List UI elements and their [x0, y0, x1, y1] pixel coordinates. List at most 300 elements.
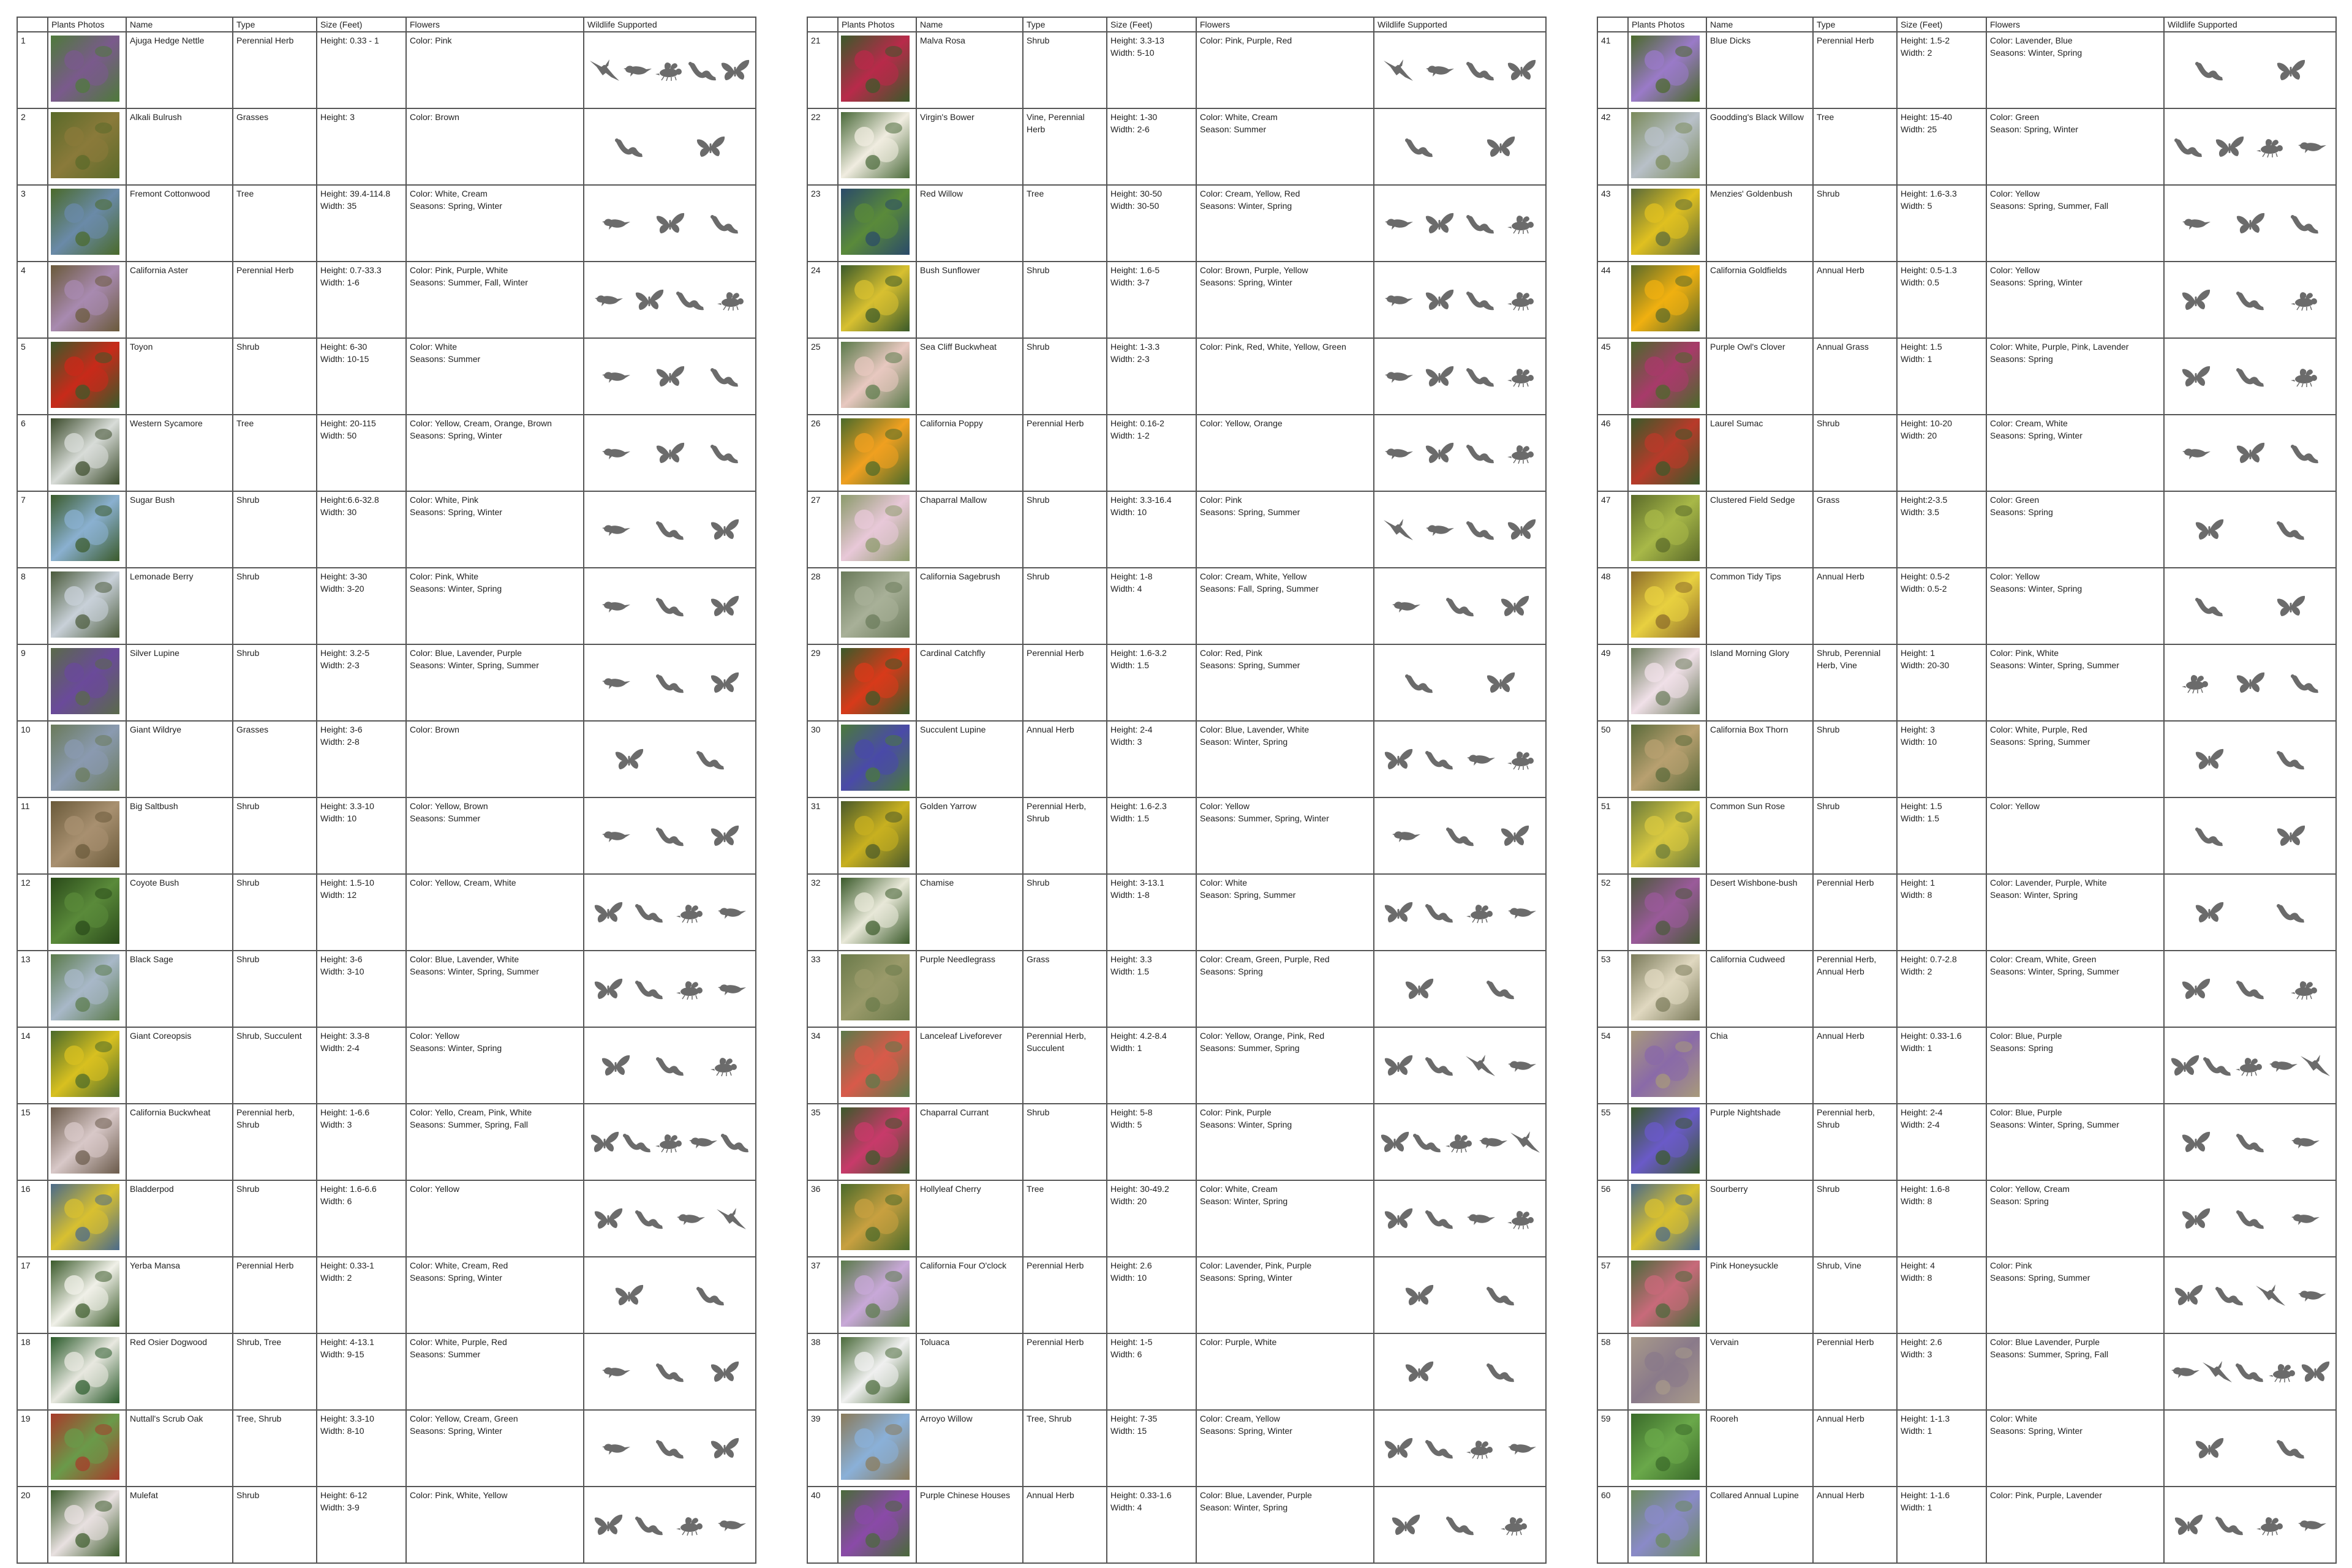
- caterpillar-icon: [687, 58, 718, 83]
- table-row: [1597, 32, 2336, 108]
- table-row: [17, 108, 756, 185]
- plant-flowers: [1196, 1180, 1374, 1257]
- flowers-line: Color: Yellow, Cream, Green: [410, 1414, 518, 1423]
- plant-size: [317, 415, 406, 491]
- flowers-line: Color: Brown, Purple, Yellow: [1200, 265, 1308, 275]
- flowers-line: Seasons: Spring, Winter: [410, 431, 502, 440]
- flowers-line: Seasons: Spring, Summer: [1200, 507, 1300, 517]
- size-line: Width: 1.5: [1110, 967, 1150, 976]
- wildlife-supported: [1374, 415, 1546, 491]
- wildlife-supported: [584, 874, 756, 951]
- plant-photo: [1631, 342, 1700, 408]
- plant-table: [807, 17, 1547, 1564]
- size-line: Height: 3-30: [320, 571, 368, 581]
- plant-photo: [51, 1261, 119, 1327]
- wildlife-supported: [2164, 1104, 2336, 1180]
- plant-photo-cell: [838, 951, 916, 1027]
- table-row: [17, 1410, 756, 1487]
- plant-photo-cell: [1628, 185, 1706, 262]
- plant-flowers: [1196, 951, 1374, 1027]
- plant-type: Shrub: [1023, 32, 1107, 108]
- wildlife-supported: [1374, 721, 1546, 797]
- plant-size: [1897, 1027, 1986, 1104]
- bee-icon: [1506, 441, 1537, 466]
- caterpillar-icon: [2235, 1130, 2266, 1155]
- plant-flowers: [1196, 415, 1374, 491]
- plant-flowers: [1196, 185, 1374, 262]
- bird-icon: [600, 1436, 631, 1461]
- plant-type: Annual Herb: [1813, 1027, 1897, 1104]
- size-line: Height: 2-4: [1901, 1107, 1943, 1117]
- flowers-line: Seasons: Spring, Winter: [410, 507, 502, 517]
- flowers-line: Seasons: Spring, Winter: [1990, 431, 2082, 440]
- flowers-line: Color: Yellow: [1990, 265, 2040, 275]
- bird-icon: [1390, 824, 1421, 848]
- caterpillar-icon: [2235, 288, 2266, 312]
- wildlife-supported: [2164, 1180, 2336, 1257]
- table-row: [807, 185, 1546, 262]
- plant-flowers: [1196, 1333, 1374, 1410]
- table-row: [1597, 108, 2336, 185]
- table-row: [1597, 644, 2336, 721]
- plant-size: [1897, 1333, 1986, 1410]
- size-line: Width: 20: [1901, 431, 1937, 440]
- plant-photo: [51, 571, 119, 638]
- size-line: Width: 20: [1110, 1196, 1147, 1206]
- plant-size: [317, 1180, 406, 1257]
- butterfly-icon: [2300, 1360, 2331, 1384]
- header-wildlife: Wildlife Supported: [584, 17, 756, 32]
- table-row: [807, 568, 1546, 644]
- caterpillar-icon: [1424, 747, 1455, 772]
- butterfly-icon: [709, 671, 740, 695]
- plant-photo: [1631, 1184, 1700, 1250]
- plant-name: Ajuga Hedge Nettle: [126, 32, 233, 108]
- plant-number: 33: [807, 951, 838, 1027]
- flowers-line: Color: Brown: [410, 725, 459, 734]
- plant-photo: [1631, 418, 1700, 484]
- header-photos: Plants Photos: [48, 17, 126, 32]
- plant-photo: [51, 801, 119, 867]
- plant-size: [317, 185, 406, 262]
- flowers-line: Seasons: Spring, Summer: [1990, 737, 2090, 747]
- caterpillar-icon: [655, 594, 685, 619]
- plant-photo-cell: [48, 1333, 126, 1410]
- plant-flowers: [406, 1487, 584, 1563]
- plant-size: [317, 32, 406, 108]
- wildlife-supported: [1374, 108, 1546, 185]
- plant-flowers: [1196, 338, 1374, 415]
- flowers-line: Color: Lavender, Pink, Purple: [1200, 1261, 1312, 1270]
- plant-photo: [1631, 112, 1700, 178]
- plant-name: Sugar Bush: [126, 491, 233, 568]
- plant-number: 34: [807, 1027, 838, 1104]
- plant-size: [1107, 1027, 1196, 1104]
- butterfly-icon: [709, 1360, 740, 1384]
- plant-flowers: [1196, 262, 1374, 338]
- plant-size: [1897, 644, 1986, 721]
- plant-number: 26: [807, 415, 838, 491]
- plant-type: Tree: [233, 185, 317, 262]
- plant-name: California Poppy: [916, 415, 1023, 491]
- flowers-line: Color: Green: [1990, 495, 2040, 505]
- flowers-line: Seasons: Spring, Summer: [1990, 1273, 2090, 1283]
- plant-photo-cell: [48, 951, 126, 1027]
- plant-number: 14: [17, 1027, 48, 1104]
- table-row: [17, 721, 756, 797]
- plant-number: 15: [17, 1104, 48, 1180]
- caterpillar-icon: [2275, 1436, 2306, 1461]
- flowers-line: Seasons: Spring, Winter: [410, 201, 502, 211]
- plant-flowers: [1196, 1487, 1374, 1563]
- plant-photo-cell: [838, 1027, 916, 1104]
- flowers-line: Seasons: Winter, Spring: [1200, 1120, 1292, 1129]
- butterfly-icon: [1404, 977, 1434, 1001]
- bee-icon: [675, 900, 706, 925]
- plant-flowers: [1986, 32, 2164, 108]
- size-line: Height: 1-3.3: [1110, 342, 1160, 352]
- plant-photo-cell: [48, 338, 126, 415]
- flowers-line: Color: Cream, Green, Purple, Red: [1200, 954, 1330, 964]
- plant-number: 16: [17, 1180, 48, 1257]
- bird-icon: [716, 977, 747, 1001]
- size-line: Height: 2-4: [1110, 725, 1153, 734]
- flowers-line: Season: Winter, Spring: [1200, 737, 1288, 747]
- size-line: Height: 20-115: [320, 418, 376, 428]
- plant-type: Annual Herb: [1813, 568, 1897, 644]
- size-line: Width: 2-6: [1110, 124, 1150, 134]
- plant-number: 12: [17, 874, 48, 951]
- table-row: [807, 1410, 1546, 1487]
- table-row: [1597, 797, 2336, 874]
- caterpillar-icon: [2214, 1513, 2245, 1537]
- plant-number: 7: [17, 491, 48, 568]
- plant-size: [1107, 951, 1196, 1027]
- flowers-line: Seasons: Summer: [410, 1349, 481, 1359]
- wildlife-supported: [584, 1257, 756, 1333]
- bird-icon: [600, 1360, 631, 1384]
- plant-name: Succulent Lupine: [916, 721, 1023, 797]
- plant-name: Mulefat: [126, 1487, 233, 1563]
- wildlife-supported: [2164, 797, 2336, 874]
- flowers-line: Color: Red, Pink: [1200, 648, 1262, 658]
- plant-photo-cell: [48, 1104, 126, 1180]
- size-line: Width: 1-6: [320, 277, 360, 287]
- caterpillar-icon: [1465, 364, 1496, 389]
- plant-size: [317, 874, 406, 951]
- size-line: Height: 2.6: [1110, 1261, 1152, 1270]
- plant-size: [1107, 568, 1196, 644]
- plant-photo-cell: [838, 262, 916, 338]
- plant-flowers: [1196, 108, 1374, 185]
- plant-type: Shrub: [233, 644, 317, 721]
- plant-photo: [841, 801, 910, 867]
- plant-name: Sourberry: [1706, 1180, 1813, 1257]
- hummingbird-icon: [589, 58, 620, 83]
- flowers-line: Season: Spring, Winter: [1990, 124, 2078, 134]
- butterfly-icon: [1485, 671, 1516, 695]
- plant-size: [1897, 721, 1986, 797]
- table-row: [807, 338, 1546, 415]
- flowers-line: Color: White, Cream, Red: [410, 1261, 508, 1270]
- bird-icon: [1506, 1436, 1537, 1461]
- bird-icon: [2169, 1360, 2200, 1384]
- plant-flowers: [1196, 797, 1374, 874]
- plant-photo: [51, 418, 119, 484]
- caterpillar-icon: [1465, 518, 1496, 542]
- plant-photo: [1631, 36, 1700, 102]
- plant-size: [317, 568, 406, 644]
- plant-type: Annual Grass: [1813, 338, 1897, 415]
- plant-flowers: [1986, 1180, 2164, 1257]
- plant-name: Red Osier Dogwood: [126, 1333, 233, 1410]
- header-name: Name: [916, 17, 1023, 32]
- plant-name: Chaparral Currant: [916, 1104, 1023, 1180]
- plant-photo: [841, 1107, 910, 1174]
- plant-number: 54: [1597, 1027, 1628, 1104]
- bee-icon: [2267, 1360, 2298, 1384]
- table-row: [1597, 338, 2336, 415]
- size-line: Width: 4: [1110, 584, 1142, 594]
- plant-type: Shrub: [1813, 185, 1897, 262]
- caterpillar-icon: [614, 135, 644, 159]
- flowers-line: Color: Pink, White: [1990, 648, 2059, 658]
- size-line: Width: 8: [1901, 890, 1932, 900]
- plant-photo-cell: [838, 1257, 916, 1333]
- table-row: [17, 415, 756, 491]
- caterpillar-icon: [675, 288, 706, 312]
- wildlife-supported: [2164, 721, 2336, 797]
- bird-icon: [2267, 1054, 2298, 1078]
- header-name: Name: [1706, 17, 1813, 32]
- plant-photo-cell: [1628, 1487, 1706, 1563]
- plant-type: Shrub, Perennial Herb, Vine: [1813, 644, 1897, 721]
- flowers-line: Color: Cream, White, Yellow: [1200, 571, 1307, 581]
- size-line: Height: 3.3: [1110, 954, 1152, 964]
- bird-icon: [600, 211, 631, 236]
- plant-number: 48: [1597, 568, 1628, 644]
- plant-flowers: [1986, 1257, 2164, 1333]
- plant-photo: [1631, 1261, 1700, 1327]
- plant-type: Shrub, Succulent: [233, 1027, 317, 1104]
- flowers-line: Color: Yellow, Brown: [410, 801, 488, 811]
- size-line: Width: 2-8: [320, 737, 360, 747]
- bird-icon: [1383, 364, 1414, 389]
- size-line: Width: 0.5-2: [1901, 584, 1947, 594]
- plant-number: 18: [17, 1333, 48, 1410]
- size-line: Width: 1: [1901, 1426, 1932, 1436]
- plant-flowers: [406, 644, 584, 721]
- plant-flowers: [406, 951, 584, 1027]
- table-row: [807, 1104, 1546, 1180]
- size-line: Height: 1.6-8: [1901, 1184, 1950, 1194]
- plant-photo: [841, 112, 910, 178]
- table-row: [17, 491, 756, 568]
- plant-photo-cell: [1628, 644, 1706, 721]
- bird-icon: [1383, 288, 1414, 312]
- flowers-line: Color: Cream, White, Green: [1990, 954, 2097, 964]
- plant-type: Perennial herb, Shrub: [233, 1104, 317, 1180]
- plant-photo: [51, 648, 119, 714]
- butterfly-icon: [2180, 288, 2211, 312]
- caterpillar-icon: [655, 824, 685, 848]
- butterfly-icon: [695, 135, 726, 159]
- flowers-line: Seasons: Spring, Winter: [1200, 1426, 1292, 1436]
- butterfly-icon: [720, 58, 750, 83]
- plant-flowers: [1986, 1027, 2164, 1104]
- size-line: Height: 1-1.6: [1901, 1490, 1950, 1500]
- bee-icon: [2290, 977, 2320, 1001]
- caterpillar-icon: [655, 1436, 685, 1461]
- plant-size: [1897, 262, 1986, 338]
- plant-photo: [51, 1031, 119, 1097]
- plant-type: Shrub: [233, 874, 317, 951]
- wildlife-supported: [1374, 491, 1546, 568]
- butterfly-icon: [1506, 58, 1537, 83]
- flowers-line: Seasons: Winter, Spring, Summer: [1990, 1120, 2119, 1129]
- size-line: Height: 0.5-1.3: [1901, 265, 1957, 275]
- plant-number: 46: [1597, 415, 1628, 491]
- plant-number: 38: [807, 1333, 838, 1410]
- size-line: Height: 0.7-2.8: [1901, 954, 1957, 964]
- table-row: [17, 262, 756, 338]
- plant-photo: [841, 36, 910, 102]
- plant-name: Lemonade Berry: [126, 568, 233, 644]
- flowers-line: Color: White, Purple, Red: [410, 1337, 507, 1347]
- plant-size: [1107, 1180, 1196, 1257]
- plant-photo: [1631, 725, 1700, 791]
- size-line: Height: 2.6: [1901, 1337, 1942, 1347]
- plant-name: Collared Annual Lupine: [1706, 1487, 1813, 1563]
- plant-photo: [841, 418, 910, 484]
- plant-name: Chaparral Mallow: [916, 491, 1023, 568]
- butterfly-icon: [614, 1283, 644, 1308]
- plant-flowers: [406, 1104, 584, 1180]
- flowers-line: Seasons: Winter, Spring: [1990, 48, 2082, 58]
- plant-name: Purple Needlegrass: [916, 951, 1023, 1027]
- caterpillar-icon: [2290, 211, 2320, 236]
- size-line: Width: 1: [1901, 1502, 1932, 1512]
- butterfly-icon: [593, 977, 624, 1001]
- flowers-line: Seasons: Spring, Winter: [410, 1426, 502, 1436]
- size-line: Height: 3.3-10: [320, 801, 374, 811]
- plant-flowers: [406, 108, 584, 185]
- wildlife-supported: [584, 721, 756, 797]
- table-row: [1597, 1180, 2336, 1257]
- caterpillar-icon: [2275, 747, 2306, 772]
- size-line: Width: 12: [320, 890, 357, 900]
- caterpillar-icon: [1404, 135, 1434, 159]
- plant-name: Island Morning Glory: [1706, 644, 1813, 721]
- wildlife-supported: [1374, 1333, 1546, 1410]
- butterfly-icon: [1390, 1513, 1421, 1537]
- plant-name: Sea Cliff Buckwheat: [916, 338, 1023, 415]
- caterpillar-icon: [2290, 671, 2320, 695]
- flowers-line: Seasons: Spring, Winter: [410, 1273, 502, 1283]
- plant-size: [1897, 1257, 1986, 1333]
- plant-photo-cell: [48, 874, 126, 951]
- plant-type: Grasses: [233, 721, 317, 797]
- caterpillar-icon: [655, 671, 685, 695]
- size-line: Width: 3: [1110, 737, 1142, 747]
- header-wildlife: Wildlife Supported: [1374, 17, 1546, 32]
- flowers-line: Color: Brown: [410, 112, 459, 122]
- plant-size: [1107, 338, 1196, 415]
- plant-table: [17, 17, 756, 1564]
- bird-icon: [2180, 441, 2211, 466]
- butterfly-icon: [2235, 441, 2266, 466]
- wildlife-supported: [2164, 874, 2336, 951]
- flowers-line: Color: Yellow: [410, 1031, 459, 1041]
- plant-type: Shrub, Tree: [233, 1333, 317, 1410]
- flowers-line: Color: Purple, White: [1200, 1337, 1277, 1347]
- butterfly-icon: [709, 1436, 740, 1461]
- table-row: [17, 1257, 756, 1333]
- table-row: [807, 32, 1546, 108]
- plant-name: Malva Rosa: [916, 32, 1023, 108]
- bird-icon: [2180, 211, 2211, 236]
- plant-type: Perennial Herb, Succulent: [1023, 1027, 1107, 1104]
- plant-type: Shrub: [233, 951, 317, 1027]
- size-line: Width: 30: [320, 507, 357, 517]
- bird-icon: [1465, 1207, 1496, 1231]
- plant-type: Shrub: [1023, 262, 1107, 338]
- plant-photo-cell: [48, 1180, 126, 1257]
- plant-photo: [1631, 1490, 1700, 1556]
- plant-photo-cell: [1628, 108, 1706, 185]
- size-line: Width: 8: [1901, 1196, 1932, 1206]
- table-row: [807, 1027, 1546, 1104]
- size-line: Width: 3-10: [320, 967, 364, 976]
- plant-photo: [51, 1107, 119, 1174]
- plant-photo: [51, 954, 119, 1020]
- wildlife-supported: [584, 262, 756, 338]
- table-row: [17, 797, 756, 874]
- plant-name: Chia: [1706, 1027, 1813, 1104]
- butterfly-icon: [2194, 1436, 2225, 1461]
- plant-number: 44: [1597, 262, 1628, 338]
- wildlife-supported: [2164, 951, 2336, 1027]
- size-line: Height: 1-1.3: [1901, 1414, 1950, 1423]
- size-line: Height: 0.7-33.3: [320, 265, 382, 275]
- wildlife-supported: [584, 108, 756, 185]
- bee-icon: [1499, 1513, 1530, 1537]
- bee-icon: [675, 977, 706, 1001]
- butterfly-icon: [614, 747, 644, 772]
- butterfly-icon: [709, 518, 740, 542]
- caterpillar-icon: [622, 1130, 652, 1155]
- butterfly-icon: [593, 900, 624, 925]
- header-number: [1597, 17, 1628, 32]
- plant-name: California Cudweed: [1706, 951, 1813, 1027]
- wildlife-supported: [1374, 568, 1546, 644]
- wildlife-supported: [584, 644, 756, 721]
- size-line: Width: 3.5: [1901, 507, 1940, 517]
- table-row: [807, 108, 1546, 185]
- flowers-line: Color: White: [1200, 878, 1248, 888]
- plant-number: 23: [807, 185, 838, 262]
- flowers-line: Color: White, Cream: [1200, 112, 1278, 122]
- plant-size: [1107, 1487, 1196, 1563]
- plant-photo: [841, 878, 910, 944]
- plant-photo: [1631, 1031, 1700, 1097]
- size-line: Height: 30-50: [1110, 189, 1163, 198]
- size-line: Height: 1.5: [1901, 342, 1942, 352]
- table-row: [17, 1487, 756, 1563]
- plant-number: 9: [17, 644, 48, 721]
- plant-photo-cell: [1628, 1410, 1706, 1487]
- plant-photo: [1631, 265, 1700, 331]
